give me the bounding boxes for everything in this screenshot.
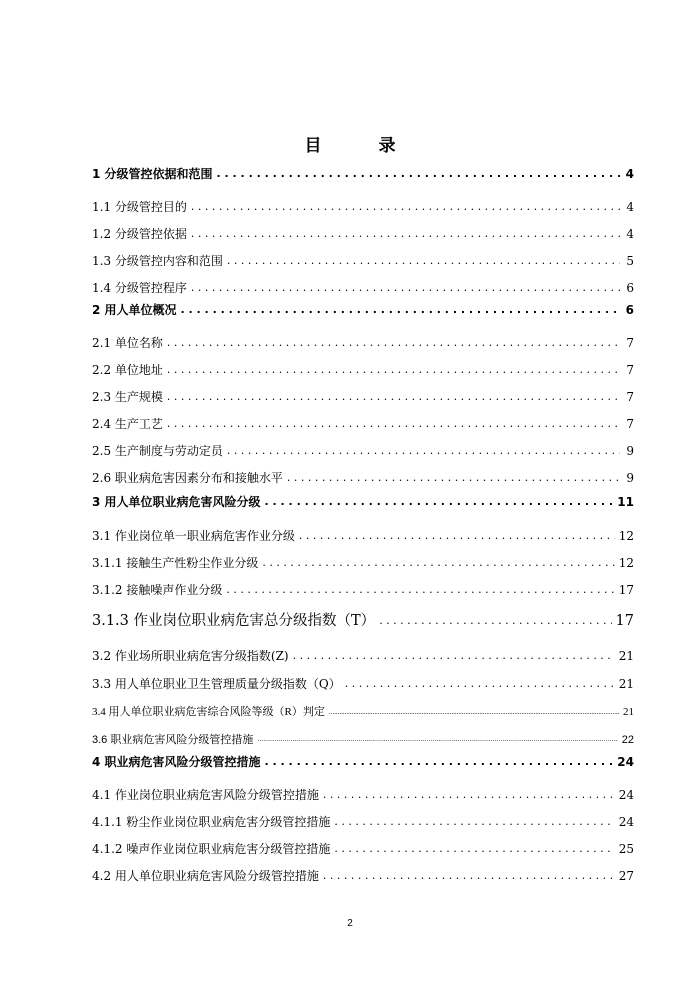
toc-entry-label: 2.5 生产制度与劳动定员 <box>92 444 223 458</box>
toc-entry-page: 25 <box>618 842 634 856</box>
toc-entry-label: 3.1.2 接触噪声作业分级 <box>92 583 223 597</box>
toc-leader-dots <box>167 416 620 432</box>
toc-leader-dots <box>299 528 615 544</box>
toc-entry-page: 4 <box>625 167 634 181</box>
toc-entry[interactable] <box>92 555 634 571</box>
toc-leader-dots <box>167 335 620 351</box>
toc-leader-dots <box>323 868 615 884</box>
toc-entry-label: 3.1 作业岗位单一职业病危害作业分级 <box>92 529 295 543</box>
toc-leader-dots <box>265 754 614 770</box>
toc-entry-label: 4.1.1 粉尘作业岗位职业病危害分级管控措施 <box>92 815 331 829</box>
toc-entry-label: 2.1 单位名称 <box>92 336 163 350</box>
toc-entry[interactable] <box>92 389 634 405</box>
toc-entry[interactable] <box>92 754 634 770</box>
toc-entry-label: 2.3 生产规模 <box>92 390 163 404</box>
toc-entry[interactable] <box>92 443 634 459</box>
toc-entry-page: 12 <box>618 556 634 570</box>
toc-entry[interactable] <box>92 612 634 630</box>
page-number: 2 <box>347 918 353 929</box>
toc-leader-dots <box>323 787 615 803</box>
toc-leader-dots <box>227 253 620 269</box>
toc-leader-dots <box>257 732 617 748</box>
toc-entry-label: 4.1 作业岗位职业病危害风险分级管控措施 <box>92 788 319 802</box>
toc-entry-page: 4 <box>626 227 634 241</box>
toc-entry[interactable] <box>92 253 634 269</box>
toc-entry-label: 1 分级管控依据和范围 <box>92 167 213 181</box>
toc-entry[interactable] <box>92 787 634 803</box>
toc-entry[interactable] <box>92 676 634 692</box>
toc-entry-label: 3.3 用人单位职业卫生管理质量分级指数（Q） <box>92 677 341 691</box>
toc-entry[interactable] <box>92 841 634 857</box>
toc-leader-dots <box>191 280 620 296</box>
toc-entry-page: 6 <box>625 303 634 317</box>
toc-leader-dots <box>217 166 620 182</box>
toc-leader-dots <box>334 814 614 830</box>
toc-leader-dots <box>293 648 615 664</box>
toc-entry[interactable] <box>92 582 634 598</box>
toc-entry-label: 1.2 分级管控依据 <box>92 227 187 241</box>
toc-entry[interactable] <box>92 470 634 486</box>
toc-entry-label: 2 用人单位概况 <box>92 303 177 317</box>
toc-leader-dots <box>226 582 614 598</box>
toc-leader-dots <box>334 841 614 857</box>
toc-entry[interactable] <box>92 416 634 432</box>
toc-entry[interactable] <box>92 302 634 318</box>
toc-leader-dots <box>191 226 620 242</box>
toc-entry[interactable] <box>92 732 634 748</box>
toc-leader-dots <box>329 704 619 720</box>
toc-entry-page: 9 <box>626 444 634 458</box>
toc-entry-label: 2.6 职业病危害因素分布和接触水平 <box>92 471 283 485</box>
toc-leader-dots <box>167 362 620 378</box>
toc-entry-label: 3.1.3 作业岗位职业病危害总分级指数（T） <box>92 613 376 629</box>
toc-entry-label: 1.4 分级管控程序 <box>92 281 187 295</box>
toc-entry-label: 3 用人单位职业病危害风险分级 <box>92 495 261 509</box>
toc-entry-label: 3.1.1 接触生产性粉尘作业分级 <box>92 556 259 570</box>
toc-entry-label: 3.2 作业场所职业病危害分级指数(Z) <box>92 649 289 663</box>
toc-entry[interactable] <box>92 814 634 830</box>
toc-entry-page: 9 <box>626 471 634 485</box>
toc-entry-page: 7 <box>626 417 634 431</box>
toc-entry-page: 22 <box>621 734 634 746</box>
toc-leader-dots <box>191 199 620 215</box>
toc-entry-label: 1.1 分级管控目的 <box>92 200 187 214</box>
toc-entry-page: 21 <box>618 649 634 663</box>
toc-entry-page: 21 <box>623 706 634 718</box>
toc-entry-label: 3.4 用人单位职业病危害综合风险等级（R）判定 <box>92 706 325 718</box>
toc-entry[interactable] <box>92 199 634 215</box>
toc-entry-page: 17 <box>615 613 634 629</box>
toc-entry-page: 7 <box>626 390 634 404</box>
toc-entry-label: 3.6 职业病危害风险分级管控措施 <box>92 734 254 746</box>
toc-entry[interactable] <box>92 166 634 182</box>
toc-entry[interactable] <box>92 280 634 296</box>
toc-entry-page: 17 <box>618 583 634 597</box>
toc-entry-page: 11 <box>617 495 634 509</box>
toc-entry[interactable] <box>92 528 634 544</box>
toc-entry-label: 4.2 用人单位职业病危害风险分级管控措施 <box>92 869 319 883</box>
toc-entry-page: 24 <box>618 815 634 829</box>
toc-leader-dots <box>287 470 620 486</box>
toc-entry[interactable] <box>92 494 634 510</box>
toc-entry-page: 4 <box>626 200 634 214</box>
toc-leader-dots <box>181 302 620 318</box>
toc-entry[interactable] <box>92 335 634 351</box>
toc-entry[interactable] <box>92 226 634 242</box>
toc-leader-dots <box>227 443 620 459</box>
toc-entry-label: 1.3 分级管控内容和范围 <box>92 254 223 268</box>
page-title: 目 录 <box>304 136 416 156</box>
toc-leader-dots <box>379 612 611 630</box>
toc-leader-dots <box>265 494 614 510</box>
toc-entry-page: 21 <box>618 677 634 691</box>
toc-leader-dots <box>262 555 614 571</box>
toc-entry[interactable] <box>92 704 634 720</box>
toc-entry-label: 4.1.2 噪声作业岗位职业病危害分级管控措施 <box>92 842 331 856</box>
toc-entry-page: 24 <box>618 788 634 802</box>
toc-entry-page: 27 <box>618 869 634 883</box>
toc-entry-page: 6 <box>626 281 634 295</box>
toc-entry-label: 2.2 单位地址 <box>92 363 163 377</box>
toc-entry-label: 4 职业病危害风险分级管控措施 <box>92 755 261 769</box>
toc-entry-label: 2.4 生产工艺 <box>92 417 163 431</box>
toc-entry[interactable] <box>92 868 634 884</box>
toc-entry[interactable] <box>92 362 634 378</box>
toc-leader-dots <box>167 389 620 405</box>
toc-entry-page: 7 <box>626 363 634 377</box>
toc-entry-page: 24 <box>617 755 634 769</box>
toc-entry[interactable] <box>92 648 634 664</box>
toc-leader-dots <box>345 676 615 692</box>
toc-entry-page: 12 <box>618 529 634 543</box>
toc-entry-page: 7 <box>626 336 634 350</box>
toc-entry-page: 5 <box>626 254 634 268</box>
